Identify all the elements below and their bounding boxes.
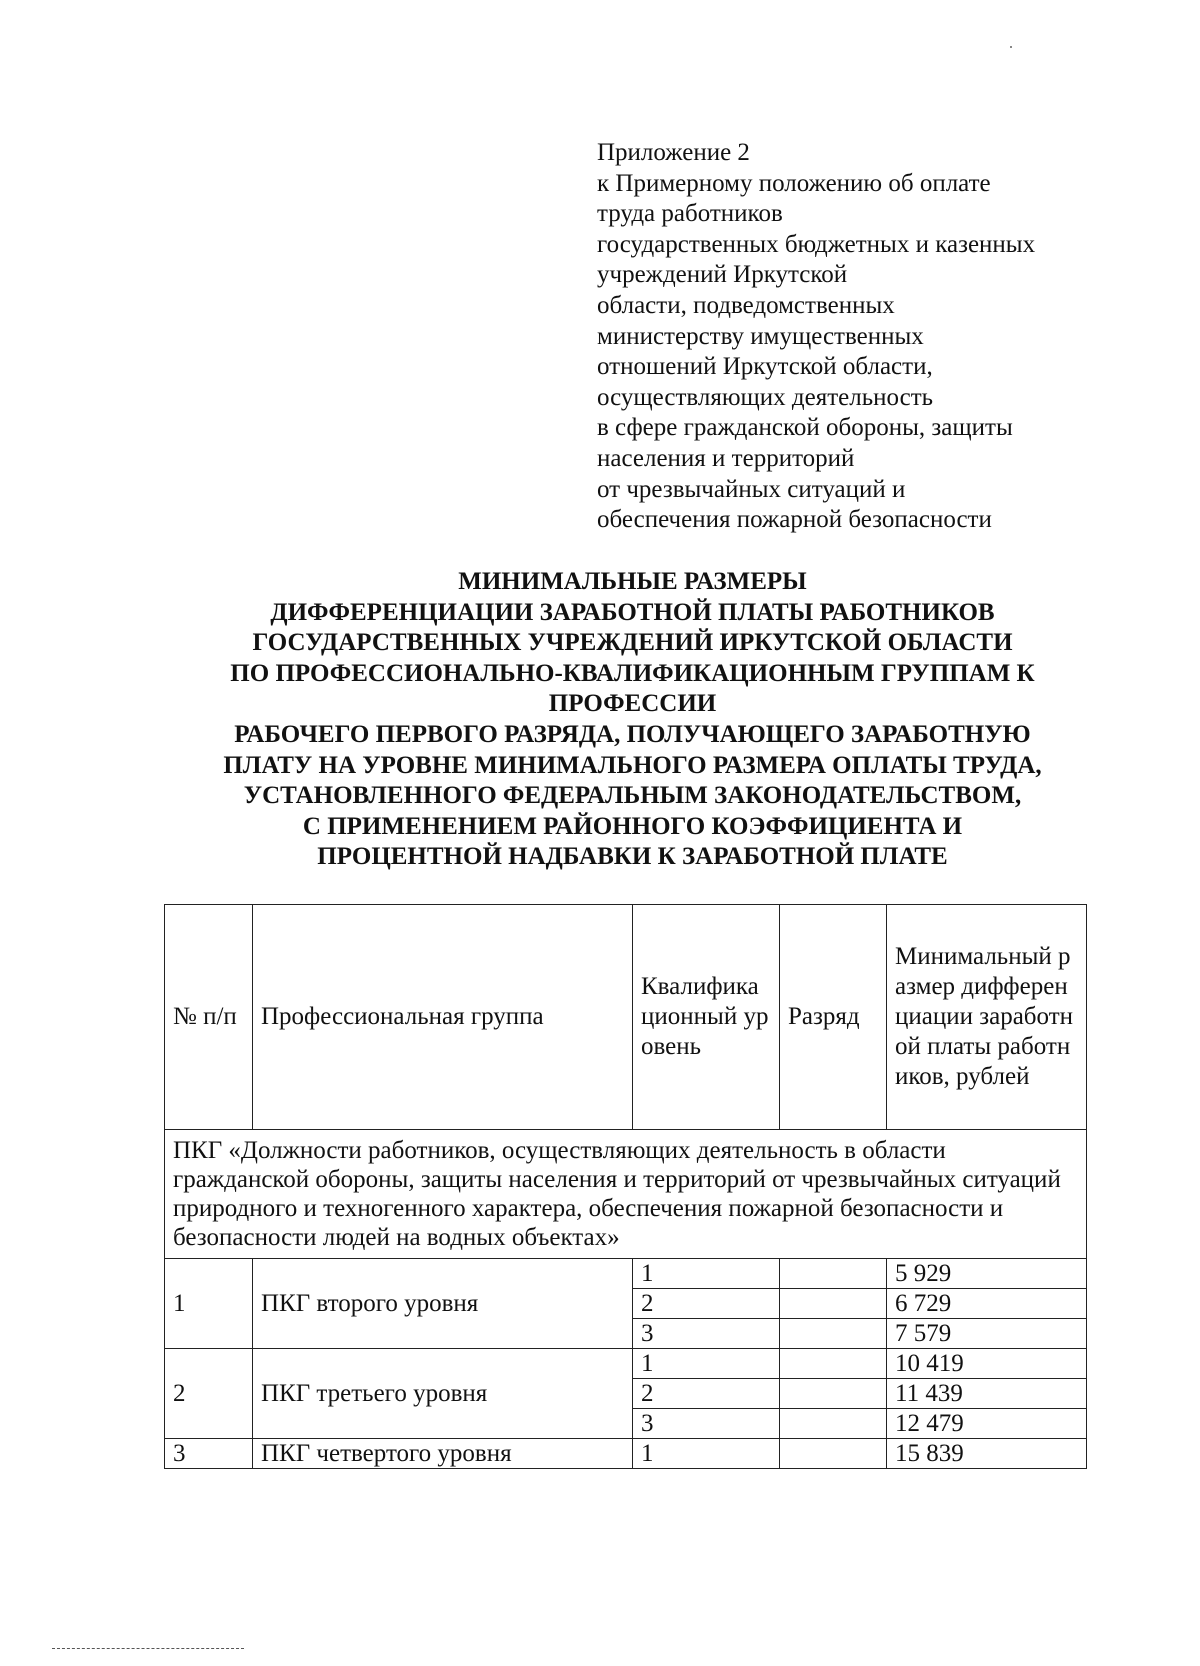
row-amount: 11 439 <box>887 1379 1087 1409</box>
title-line: ПЛАТУ НА УРОВНЕ МИНИМАЛЬНОГО РАЗМЕРА ОПЛАТЫ ТРУДА, <box>223 751 1042 779</box>
title-line: УСТАНОВЛЕННОГО ФЕДЕРАЛЬНЫМ ЗАКОНОДАТЕЛЬСТВОМ, <box>243 782 1022 810</box>
title-line: ГОСУДАРСТВЕННЫХ УЧРЕЖДЕНИЙ ИРКУТСКОЙ ОБЛАСТИ <box>252 629 1013 657</box>
group-title: ПКГ «Должности работников, осуществляющих деятельность в области гражданской обороны, защиты населения и территорий от чрезвычайных ситуаций природного и техногенного характера, обеспечения пожарной безопасности и безопасности людей на водных объектах» <box>165 1130 1087 1259</box>
row-level: 3 <box>633 1409 780 1439</box>
appendix-line: в сфере гражданской обороны, защиты <box>597 414 1013 442</box>
appendix-line: отношений Иркутской области, <box>597 353 933 381</box>
title-line: РАБОЧЕГО ПЕРВОГО РАЗРЯДА, ПОЛУЧАЮЩЕГО ЗАРАБОТНУЮ <box>234 720 1031 748</box>
salary-table <box>164 904 1087 1469</box>
row-level: 2 <box>633 1379 780 1409</box>
appendix-line: министерству имущественных <box>597 322 924 350</box>
appendix-line: осуществляющих деятельность <box>597 383 934 411</box>
appendix-note <box>597 138 1117 536</box>
row-amount: 10 419 <box>887 1349 1087 1379</box>
appendix-line: Приложение 2 <box>597 139 750 166</box>
footer-divider <box>52 1648 244 1649</box>
row-number: 3 <box>165 1439 253 1469</box>
title-line: МИНИМАЛЬНЫЕ РАЗМЕРЫ <box>458 568 807 595</box>
row-number: 1 <box>165 1259 253 1349</box>
row-amount: 5 929 <box>887 1259 1087 1289</box>
row-grade <box>780 1349 887 1379</box>
row-level: 1 <box>633 1349 780 1379</box>
table-header-row <box>165 905 1087 1130</box>
row-level: 1 <box>633 1439 780 1469</box>
scan-speck <box>1010 46 1012 48</box>
appendix-line: от чрезвычайных ситуаций и <box>597 475 906 503</box>
title-line: ПО ПРОФЕССИОНАЛЬНО-КВАЛИФИКАЦИОННЫМ ГРУППАМ К <box>230 659 1035 687</box>
appendix-line: труда работников <box>597 200 783 228</box>
row-grade <box>780 1409 887 1439</box>
header-amount: Минимальный размер дифференциации заработной платы работников, рублей <box>887 905 1087 1130</box>
row-group: ПКГ третьего уровня <box>253 1349 633 1439</box>
row-grade <box>780 1439 887 1469</box>
appendix-line: к Примерному положению об оплате <box>597 169 991 197</box>
table-row <box>165 1349 1087 1379</box>
header-grade: Разряд <box>780 905 887 1130</box>
row-level: 3 <box>633 1319 780 1349</box>
row-level: 2 <box>633 1289 780 1319</box>
appendix-line: учреждений Иркутской <box>597 261 848 289</box>
group-title-row <box>165 1130 1087 1259</box>
header-group: Профессиональная группа <box>253 905 633 1130</box>
title-line: ПРОЦЕНТНОЙ НАДБАВКИ К ЗАРАБОТНОЙ ПЛАТЕ <box>317 843 948 871</box>
row-group: ПКГ второго уровня <box>253 1259 633 1349</box>
title-line: ПРОФЕССИИ <box>548 690 717 718</box>
appendix-line: области, подведомственных <box>597 291 895 319</box>
row-amount: 12 479 <box>887 1409 1087 1439</box>
row-grade <box>780 1289 887 1319</box>
row-number: 2 <box>165 1349 253 1439</box>
table-row <box>165 1259 1087 1289</box>
header-level: Квалификационный уровень <box>633 905 780 1130</box>
appendix-line: населения и территорий <box>597 444 855 472</box>
row-group: ПКГ четвертого уровня <box>253 1439 633 1469</box>
appendix-line: государственных бюджетных и казенных <box>597 230 1036 258</box>
row-level: 1 <box>633 1259 780 1289</box>
document-title <box>150 567 1115 873</box>
row-grade <box>780 1379 887 1409</box>
row-grade <box>780 1259 887 1289</box>
table-row <box>165 1439 1087 1469</box>
appendix-line: обеспечения пожарной безопасности <box>597 506 992 534</box>
title-line: С ПРИМЕНЕНИЕМ РАЙОННОГО КОЭФФИЦИЕНТА И <box>302 812 963 840</box>
title-line: ДИФФЕРЕНЦИАЦИИ ЗАРАБОТНОЙ ПЛАТЫ РАБОТНИКОВ <box>270 598 995 626</box>
header-number: № п/п <box>165 905 253 1130</box>
row-grade <box>780 1319 887 1349</box>
row-amount: 15 839 <box>887 1439 1087 1469</box>
row-amount: 7 579 <box>887 1319 1087 1349</box>
row-amount: 6 729 <box>887 1289 1087 1319</box>
